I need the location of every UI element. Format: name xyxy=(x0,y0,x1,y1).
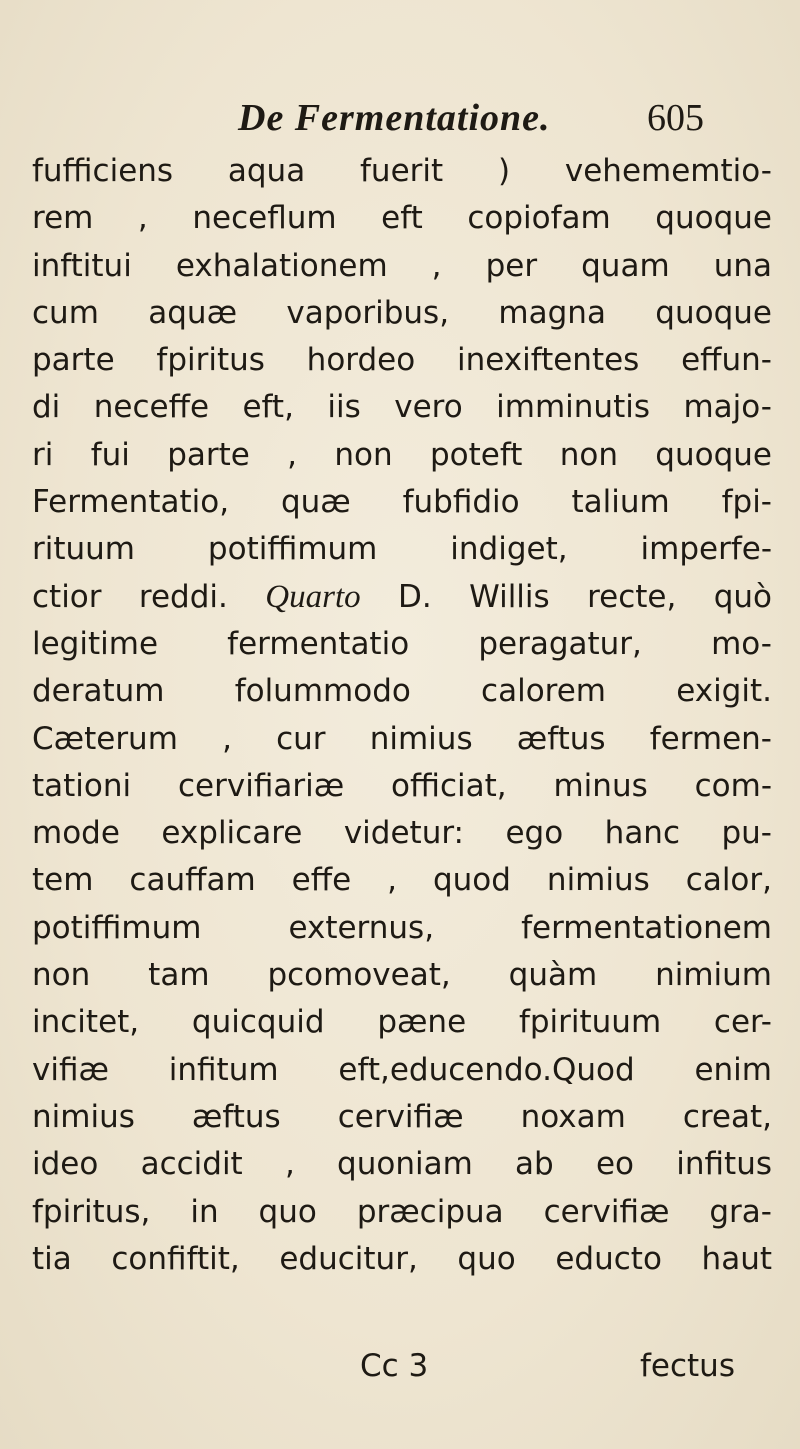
page-footer xyxy=(0,1348,800,1398)
text-line: fpiritus, in quo præcipua cervifiæ gra- xyxy=(32,1193,772,1230)
text-line: mode explicare videtur: ego hanc pu- xyxy=(32,815,772,852)
text-line: ideo accidit , quoniam ab eo infitus xyxy=(32,1146,772,1183)
page-number: 605 xyxy=(647,97,704,139)
page-header xyxy=(0,96,800,156)
text-line: Fermentatio, quæ fubfidio talium fpi- xyxy=(32,484,772,521)
text-segment: ctior reddi. xyxy=(32,578,228,615)
running-head: De Fermentatione. xyxy=(238,97,551,139)
text-line: vifiæ infitum eft,educendo.Quod enim xyxy=(32,1051,772,1088)
text-line: rem , neceflum eft copiofam quoque xyxy=(32,200,772,237)
text-line: ri fui parte , non poteft non quoque xyxy=(32,436,772,473)
signature-mark: Cc 3 xyxy=(360,1348,429,1384)
text-line: tationi cervifiariæ officiat, minus com- xyxy=(32,767,772,804)
text-segment: D. Willis recte, quò xyxy=(398,578,772,615)
text-line: potiffimum externus, fermentationem xyxy=(32,909,772,946)
text-line: parte fpiritus hordeo inexiftentes effun- xyxy=(32,342,772,379)
text-line: nimius æftus cervifiæ noxam creat, xyxy=(32,1098,772,1135)
catchword: fectus xyxy=(640,1348,735,1384)
text-line: legitime fermentatio peragatur, mo- xyxy=(32,625,772,662)
text-line: tia confiftit, educitur, quo educto haut xyxy=(32,1240,772,1277)
text-line: Cæterum , cur nimius æftus fermen- xyxy=(32,720,772,757)
text-line: fufficiens aqua fuerit ) vehememtio- xyxy=(32,153,772,189)
text-line: cum aquæ vaporibus, magna quoque xyxy=(32,294,772,331)
text-line: incitet, quicquid pæne fpirituum cer- xyxy=(32,1004,772,1041)
italic-word: Quarto xyxy=(265,578,361,615)
text-line: inftitui exhalationem , per quam una xyxy=(32,247,772,284)
body-text xyxy=(32,148,772,1283)
text-line: tem cauffam effe , quod nimius calor, xyxy=(32,862,772,899)
text-line-mixed xyxy=(32,574,772,621)
text-line: deratum folummodo calorem exigit. xyxy=(32,673,772,710)
text-line: di neceffe eft, iis vero imminutis majo- xyxy=(32,389,772,426)
text-line: non tam pcomoveat, quàm nimium xyxy=(32,957,772,994)
text-line: rituum potiffimum indiget, imperfe- xyxy=(32,531,772,568)
